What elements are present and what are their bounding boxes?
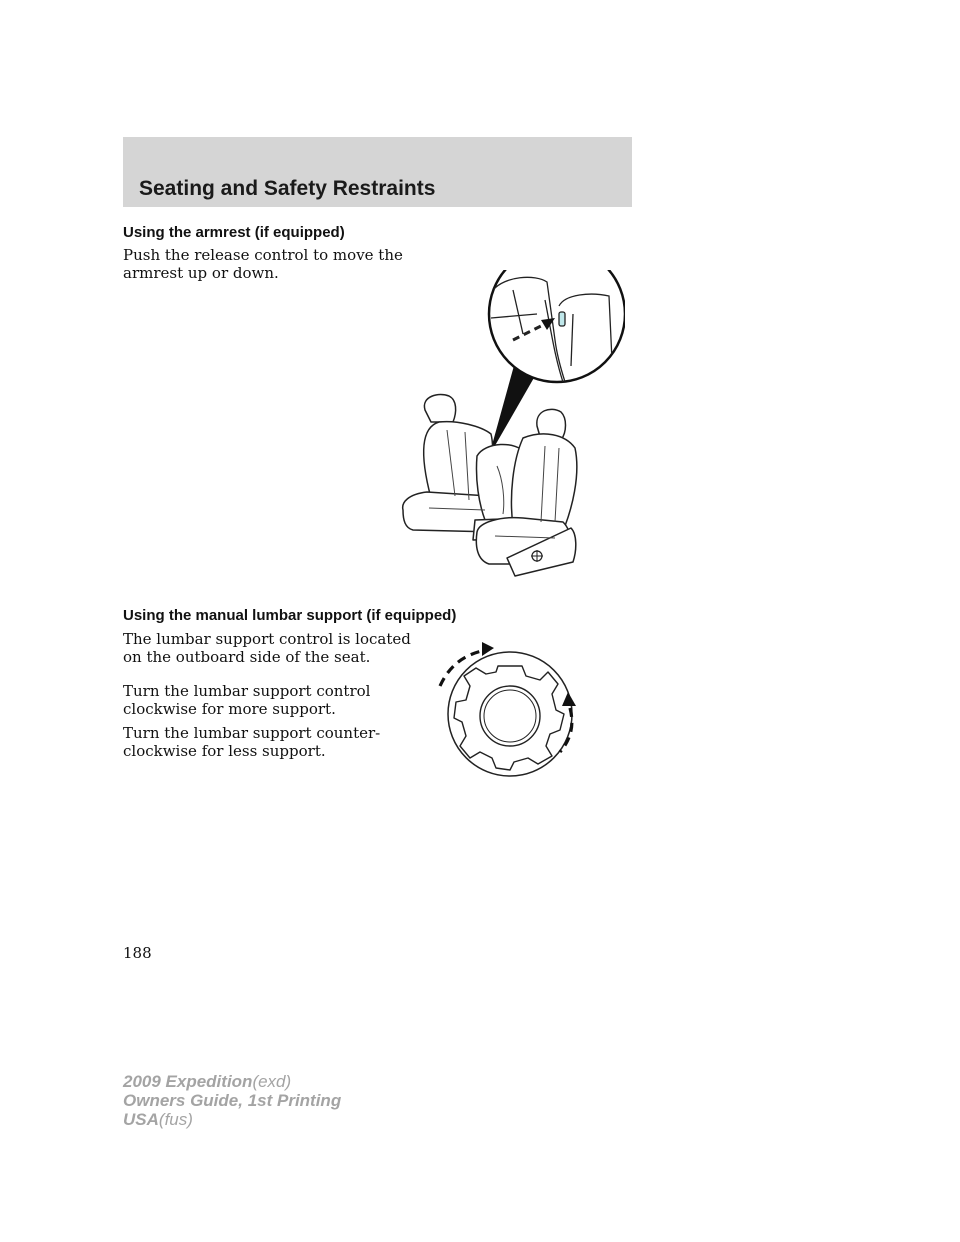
lumbar-heading: Using the manual lumbar support (if equipped)	[123, 607, 457, 624]
footer-line-market	[123, 1110, 341, 1129]
lumbar-paragraph-location: The lumbar support control is located on the outboard side of the seat.	[123, 630, 411, 666]
footer-model: 2009 Expedition	[123, 1072, 253, 1091]
lumbar-knob-illustration	[434, 640, 594, 780]
lumbar-paragraph-clockwise: Turn the lumbar support control clockwise for more support.	[123, 682, 371, 718]
armrest-paragraph: Push the release control to move the armrest up or down.	[123, 246, 403, 282]
section-header-band	[123, 137, 632, 207]
document-footer	[123, 1072, 341, 1129]
section-title: Seating and Safety Restraints	[139, 177, 436, 200]
footer-model-code: (exd)	[252, 1072, 292, 1091]
armrest-heading: Using the armrest (if equipped)	[123, 224, 345, 241]
footer-printing: Owners Guide, 1st Printing	[123, 1091, 342, 1110]
footer-line-model	[123, 1072, 341, 1091]
footer-market: USA	[123, 1110, 159, 1129]
lumbar-paragraph-counterclockwise: Turn the lumbar support counter-clockwise for less support.	[123, 724, 381, 760]
footer-market-code: (fus)	[158, 1110, 193, 1129]
page-number: 188	[123, 944, 152, 962]
armrest-seat-illustration	[395, 270, 625, 588]
